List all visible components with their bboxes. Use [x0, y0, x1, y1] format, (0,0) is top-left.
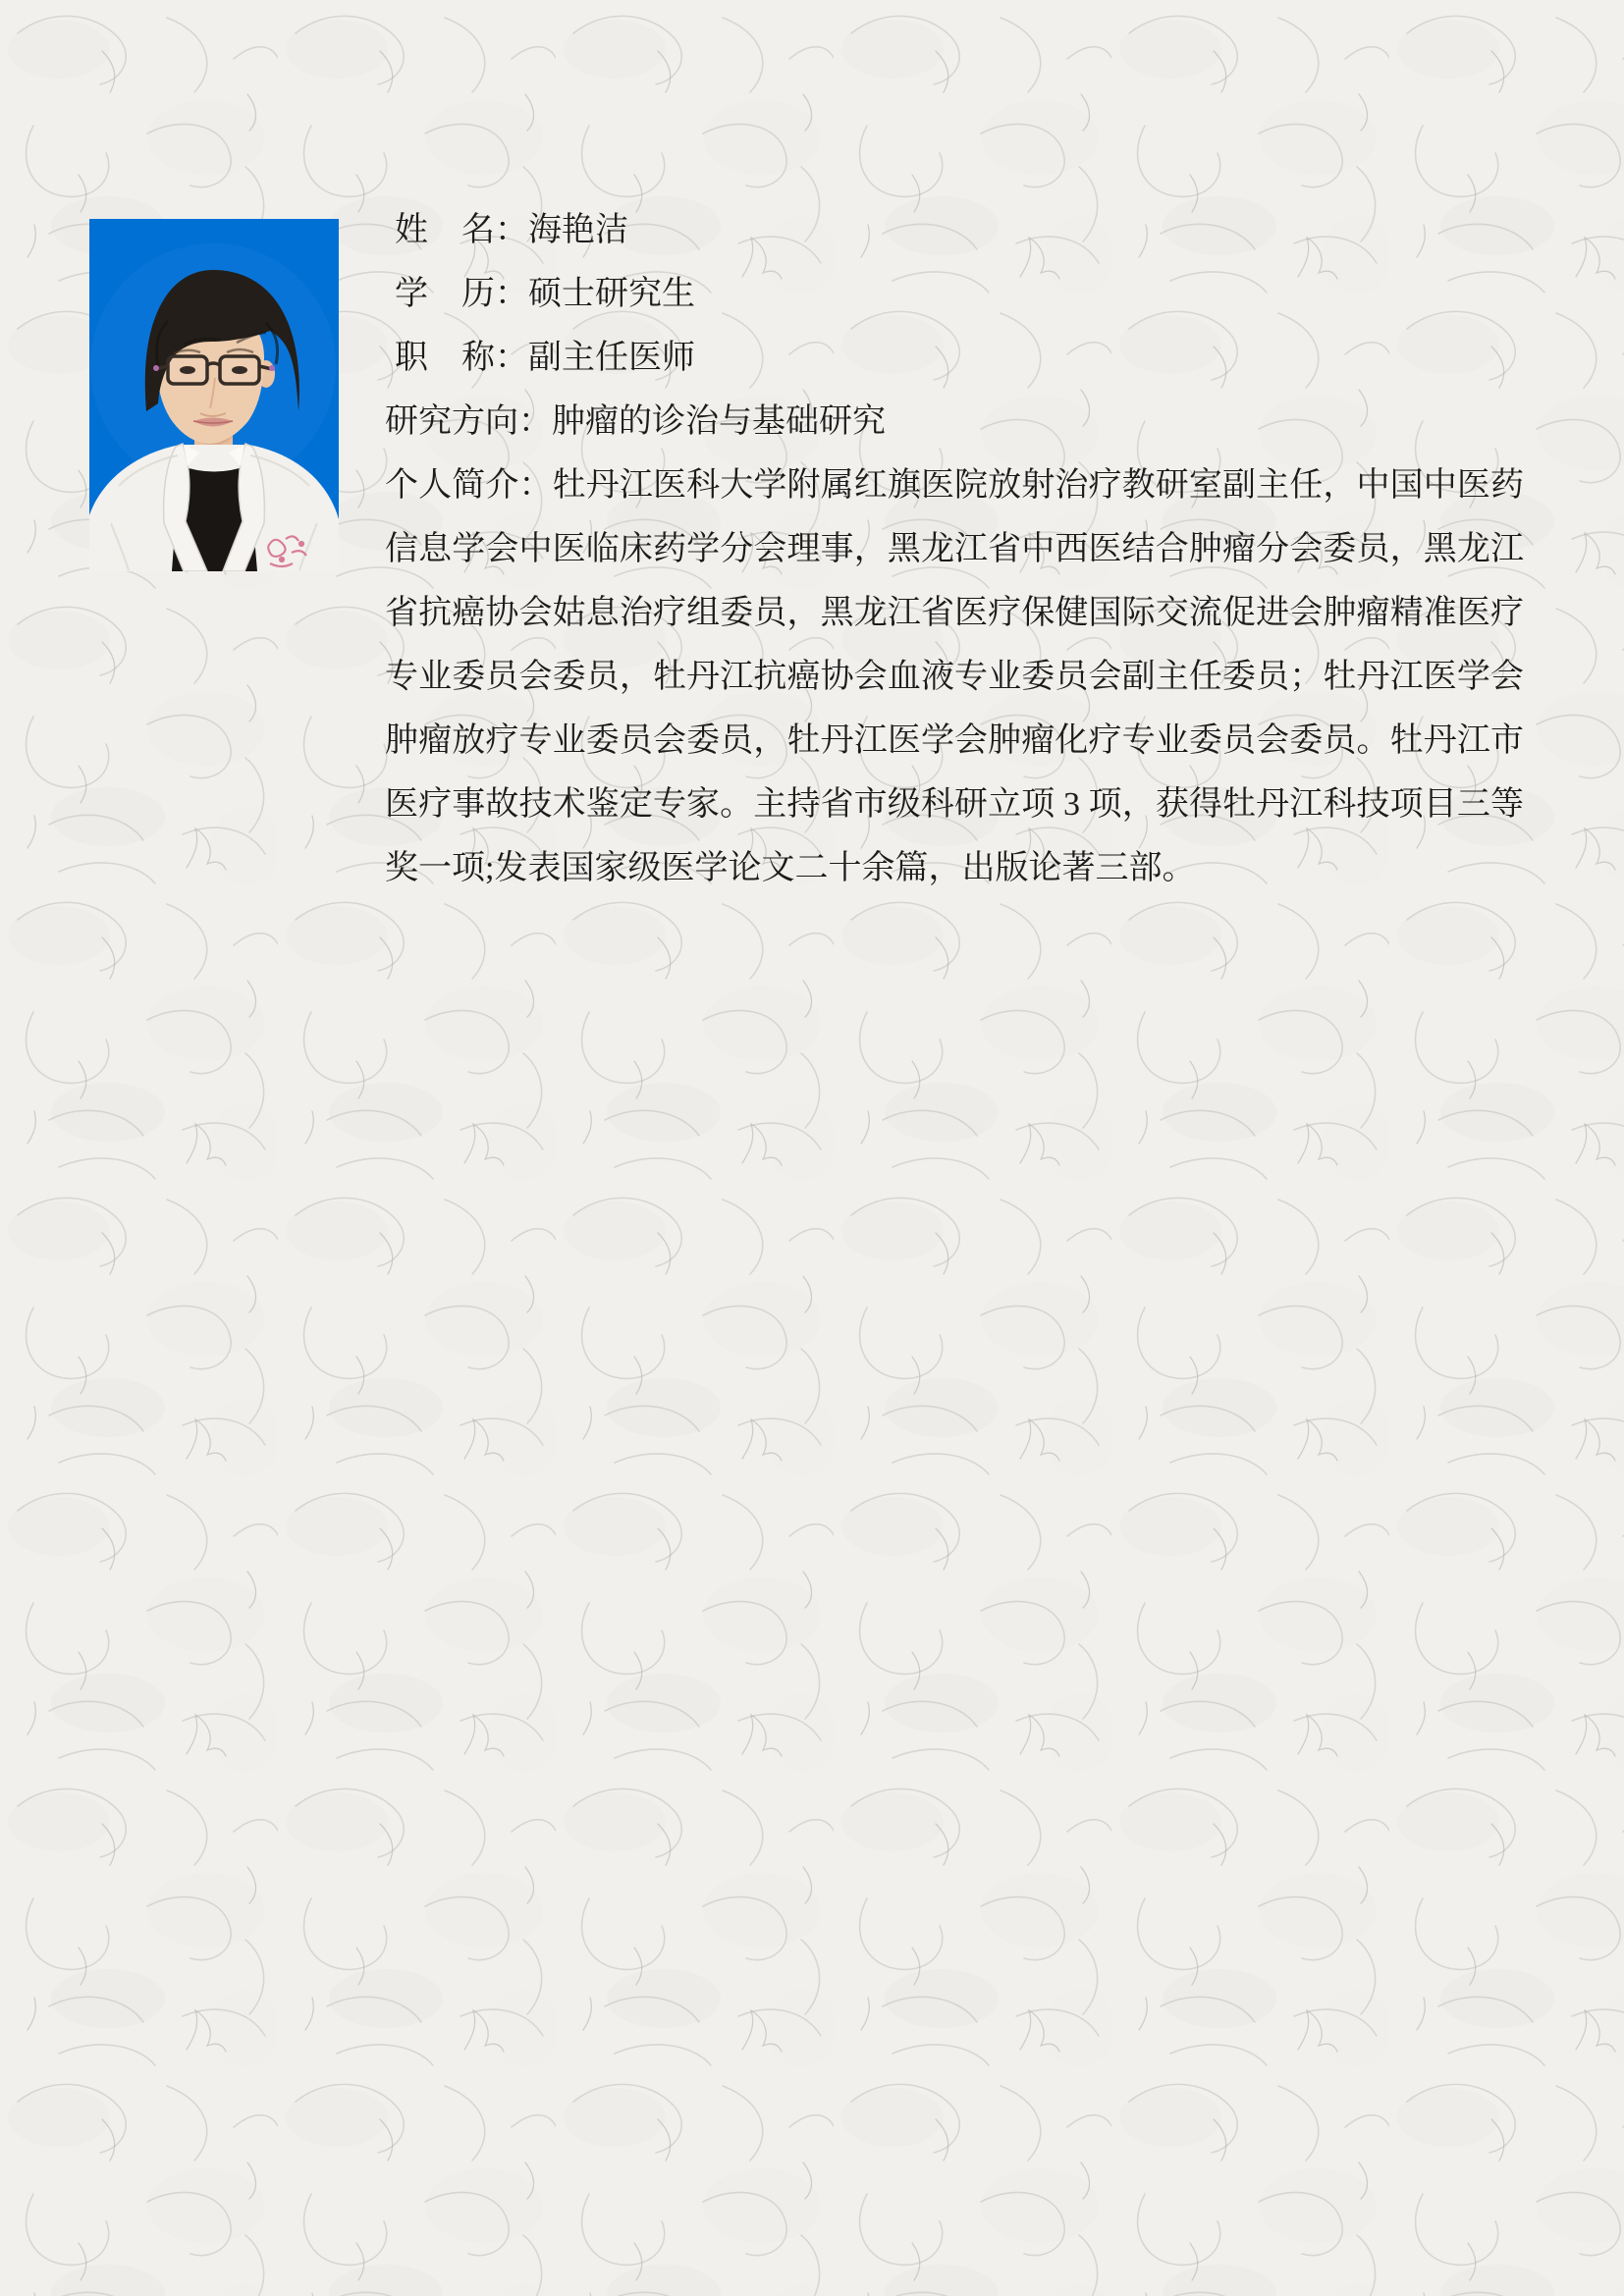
profile-photo: [89, 219, 339, 571]
bio-line-7: 奖一项;发表国家级医学论文二十余篇，出版论著三部。: [385, 850, 1196, 886]
job-title-line: 职 称：副主任医师: [395, 340, 695, 376]
bio-line-1: 个人简介：牡丹江医科大学附属红旗医院放射治疗教研室副主任，中国中医药: [385, 467, 1524, 504]
education-line: 学 历：硕士研究生: [395, 276, 695, 312]
bio-line-4: 专业委员会委员，牡丹江抗癌协会血液专业委员会副主任委员；牡丹江医学会: [385, 659, 1524, 695]
bio-line-6: 医疗事故技术鉴定专家。主持省市级科研立项 3 项，获得牡丹江科技项目三等: [385, 786, 1524, 823]
research-direction-line: 研究方向：肿瘤的诊治与基础研究: [385, 403, 886, 440]
bio-line-5: 肿瘤放疗专业委员会委员，牡丹江医学会肿瘤化疗专业委员会委员。牡丹江市: [385, 722, 1524, 759]
bio-line-3: 省抗癌协会姑息治疗组委员，黑龙江省医疗保健国际交流促进会肿瘤精准医疗: [385, 595, 1524, 631]
profile-info: [385, 198, 1524, 900]
name-line: 姓 名：海艳洁: [395, 212, 628, 248]
bio-line-2: 信息学会中医临床药学分会理事，黑龙江省中西医结合肿瘤分会委员，黑龙江: [385, 531, 1524, 567]
